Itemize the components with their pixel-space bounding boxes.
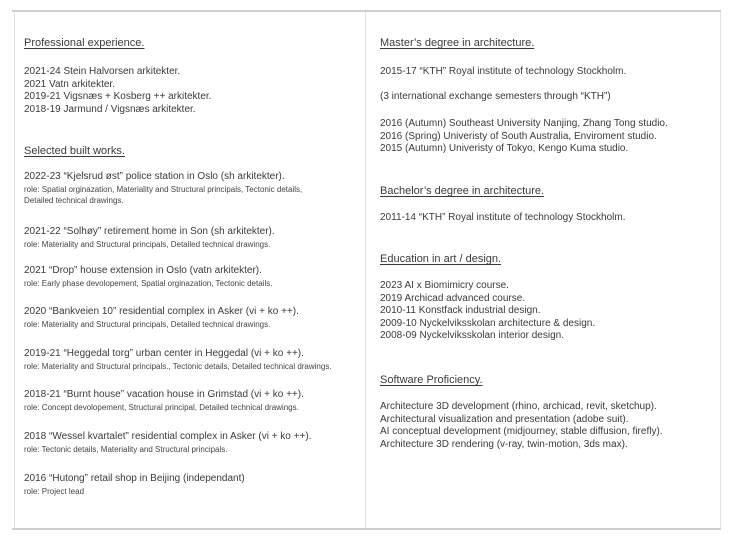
work-item xyxy=(24,431,311,455)
work-title: 2020 “Bankveien 10” residential complex in Asker (vi + ko ++). xyxy=(24,306,299,317)
list-item: AI conceptual development (midjourney, stable diffusion, firefly). xyxy=(380,426,663,437)
list-item: 2018-19 Jarmund / Vigsnæs arkitekter. xyxy=(24,103,196,115)
work-item xyxy=(24,226,275,250)
list-item: Architecture 3D development (rhino, archicad, revit, sketchup). xyxy=(380,401,657,412)
work-title: 2021-22 “Solhøy” retirement home in Son (sh arkitekter). xyxy=(24,226,275,237)
work-title: 2016 “Hutong” retail shop in Beijing (independant) xyxy=(24,473,245,484)
center-divider xyxy=(365,12,366,528)
work-item xyxy=(24,171,302,206)
masters-line xyxy=(380,66,626,79)
work-role: role: Project lead xyxy=(24,486,85,496)
work-item xyxy=(24,389,304,413)
masters-heading: Master’s degree in architecture. xyxy=(380,37,535,49)
list-item: (3 international exchange semesters through “KTH”) xyxy=(380,91,611,102)
list-item: 2016 (Spring) Univeristy of South Australia, Enviroment studio. xyxy=(380,130,657,142)
list-item: 2015-17 “KTH” Royal institute of technology Stockholm. xyxy=(380,66,627,77)
education-section xyxy=(380,252,501,266)
top-rule xyxy=(12,10,721,12)
right-margin-line xyxy=(720,12,721,528)
work-title: 2018 “Wessel kvartalet” residential complex in Asker (vi + ko ++). xyxy=(24,431,312,442)
list-item: Architectural visualization and presentation (adobe suit). xyxy=(380,413,629,425)
list-item: 2011-14 “KTH” Royal institute of technology Stockholm. xyxy=(380,212,626,223)
list-item: 2023 AI x Biomimicry course. xyxy=(380,280,509,291)
bachelor-list xyxy=(380,212,626,225)
work-role: role: Tectonic details, Materiality and Structural principals. xyxy=(24,444,228,454)
work-title: 2021 “Drop” house extension in Oslo (vatn arkitekter). xyxy=(24,265,262,276)
list-item: 2010-11 Konstfack industrial design. xyxy=(380,305,541,316)
list-item: Architecture 3D rendering (v-ray, twin-motion, 3ds max). xyxy=(380,438,628,450)
work-role: role: Materiality and Structural principals, Detailed technical drawings. xyxy=(24,319,271,329)
list-item: 2021 Vatn arkitekter. xyxy=(24,78,115,90)
work-role: role: Materiality and Structural principals, Detailed technical drawings. xyxy=(24,239,271,249)
work-role: role: Early phase devolopement, Spatial orginazation, Tectonic details. xyxy=(24,278,273,288)
list-item: 2008-09 Nyckelviksskolan interior design. xyxy=(380,330,564,341)
list-item: 2015 (Autumn) Univeristy of Tokyo, Kengo Kuma studio. xyxy=(380,143,629,154)
works-section xyxy=(24,144,125,158)
list-item: 2016 (Autumn) Southeast University Nanjing, Zhang Tong studio. xyxy=(380,118,668,129)
professional-list xyxy=(24,66,211,116)
bachelor-heading: Bachelor’s degree in architecture. xyxy=(380,185,545,197)
masters-section xyxy=(380,36,534,50)
work-item xyxy=(24,348,332,372)
education-list xyxy=(380,280,595,343)
professional-section xyxy=(24,36,144,50)
work-item xyxy=(24,265,272,289)
work-role: Detailed technical drawings. xyxy=(24,195,124,205)
work-title: 2022-23 “Kjelsrud øst” police station in Oslo (sh arkitekter). xyxy=(24,171,285,182)
list-item: 2019 Archicad advanced course. xyxy=(380,292,526,304)
works-heading: Selected built works. xyxy=(24,145,125,157)
software-heading: Software Proficiency. xyxy=(380,374,483,386)
list-item: 2021-24 Stein Halvorsen arkitekter. xyxy=(24,66,181,77)
bottom-rule xyxy=(12,528,721,530)
work-title: 2019-21 “Heggedal torg” urban center in Heggedal (vi + ko ++). xyxy=(24,348,304,359)
work-title: 2018-21 “Burnt house” vacation house in Grimstad (vi + ko ++). xyxy=(24,389,304,400)
work-item xyxy=(24,473,245,497)
software-section xyxy=(380,373,483,387)
exchange-note xyxy=(380,91,611,104)
list-item: 2009-10 Nyckelviksskolan architecture & design. xyxy=(380,317,596,329)
education-heading: Education in art / design. xyxy=(380,253,502,265)
left-margin-line xyxy=(14,12,15,528)
exchange-list xyxy=(380,118,668,156)
work-role: role: Materiality and Structural principals., Tectonic details, Detailed technical drawings. xyxy=(24,361,332,371)
work-role: role: Concept devolopement, Structural principal, Detailed technical drawings. xyxy=(24,402,299,412)
software-list xyxy=(380,401,663,451)
work-role: role: Spatial orginazation, Materiality and Structural principals, Tectonic details, xyxy=(24,184,303,194)
work-item xyxy=(24,306,299,330)
bachelor-section xyxy=(380,184,544,198)
professional-heading: Professional experience. xyxy=(24,37,145,49)
list-item: 2019-21 Vigsnæs + Kosberg ++ arkitekter. xyxy=(24,91,212,102)
